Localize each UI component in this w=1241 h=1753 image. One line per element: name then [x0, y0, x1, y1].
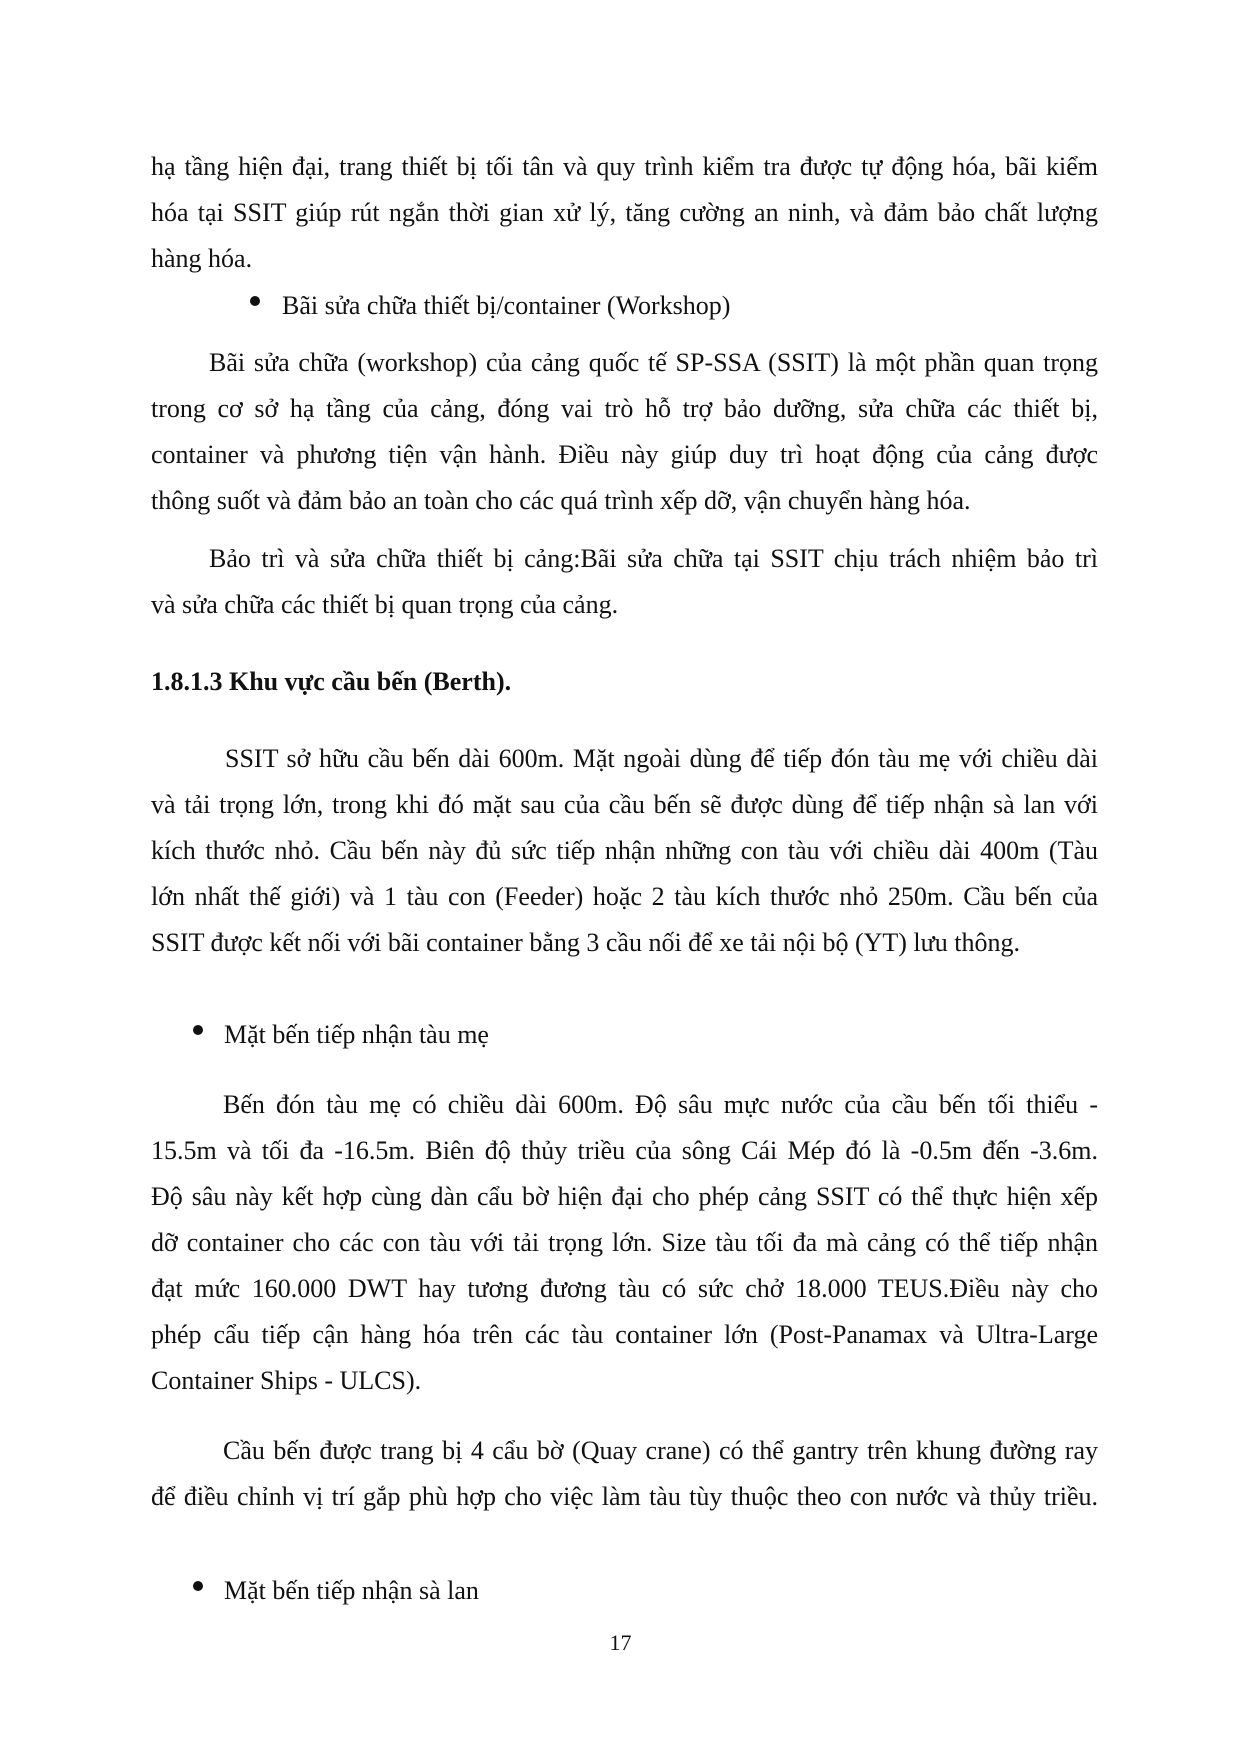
para1-line-2: hóa tại SSIT giúp rút ngắn thời gian xử lý, tăng cường an ninh, và đảm bảo chất lượng [151, 198, 1098, 227]
para6-line-2: để điều chỉnh vị trí gắp phù hợp cho việc làm tàu tùy thuộc theo con nước và thủy triều. [151, 1482, 1098, 1511]
bullet-dot-icon [250, 296, 260, 306]
bullet-dot-icon [193, 1025, 203, 1035]
para5-line-6: phép cẩu tiếp cận hàng hóa trên các tàu container lớn (Post-Panamax và Ultra-Large [151, 1320, 1098, 1349]
para5-line-1: Bến đón tàu mẹ có chiều dài 600m. Độ sâu mực nước của cầu bến tối thiểu - [223, 1090, 1098, 1119]
para5-line-2: 15.5m và tối đa -16.5m. Biên độ thủy triều của sông Cái Mép đó là -0.5m đến -3.6m. [151, 1136, 1098, 1165]
bullet-barge: Mặt bến tiếp nhận sà lan [224, 1576, 479, 1605]
para2-line-3: container và phương tiện vận hành. Điều này giúp duy trì hoạt động của cảng được [151, 440, 1098, 469]
para5-line-4: dỡ container cho các con tàu với tải trọng lớn. Size tàu tối đa mà cảng có thể tiếp nhận [151, 1228, 1098, 1257]
para4-line-4: lớn nhất thế giới) và 1 tàu con (Feeder) hoặc 2 tàu kích thước nhỏ 250m. Cầu bến của [151, 882, 1098, 911]
para3-line-1: Bảo trì và sửa chữa thiết bị cảng:Bãi sửa chữa tại SSIT chịu trách nhiệm bảo trì [209, 544, 1098, 573]
para5-line-5: đạt mức 160.000 DWT hay tương đương tàu có sức chở 18.000 TEUS.Điều này cho [151, 1274, 1098, 1303]
bullet-mother-vessel: Mặt bến tiếp nhận tàu mẹ [224, 1020, 489, 1049]
page-number: 17 [609, 1630, 632, 1655]
para1-line-3: hàng hóa. [151, 244, 253, 273]
para1-line-1: hạ tầng hiện đại, trang thiết bị tối tân và quy trình kiểm tra được tự động hóa, bãi kiểm [151, 152, 1098, 181]
para4-line-5: SSIT được kết nối với bãi container bằng 3 cầu nối để xe tải nội bộ (YT) lưu thông. [151, 928, 1020, 957]
para2-line-4: thông suốt và đảm bảo an toàn cho các quá trình xếp dỡ, vận chuyển hàng hóa. [151, 486, 971, 515]
bullet-workshop: Bãi sửa chữa thiết bị/container (Workshop) [282, 291, 731, 320]
para5-line-3: Độ sâu này kết hợp cùng dàn cẩu bờ hiện đại cho phép cảng SSIT có thể thực hiện xếp [151, 1182, 1098, 1211]
para5-line-7: Container Ships - ULCS). [151, 1366, 422, 1395]
para4-line-3: kích thước nhỏ. Cầu bến này đủ sức tiếp nhận những con tàu với chiều dài 400m (Tàu [151, 836, 1098, 865]
para3-line-2: và sửa chữa các thiết bị quan trọng của cảng. [151, 590, 619, 619]
para6-line-1: Cầu bến được trang bị 4 cẩu bờ (Quay crane) có thể gantry trên khung đường ray [223, 1436, 1098, 1465]
para2-line-2: trong cơ sở hạ tầng của cảng, đóng vai trò hỗ trợ bảo dưỡng, sửa chữa các thiết bị, [151, 394, 1098, 423]
para4-line-1: SSIT sở hữu cầu bến dài 600m. Mặt ngoài dùng để tiếp đón tàu mẹ với chiều dài [225, 744, 1098, 773]
para4-line-2: và tải trọng lớn, trong khi đó mặt sau của cầu bến sẽ được dùng để tiếp nhận sà lan với [151, 790, 1098, 819]
section-heading: 1.8.1.3 Khu vực cầu bến (Berth). [151, 667, 512, 696]
bullet-dot-icon [193, 1581, 203, 1591]
para2-line-1: Bãi sửa chữa (workshop) của cảng quốc tế SP-SSA (SSIT) là một phần quan trọng [209, 348, 1098, 377]
